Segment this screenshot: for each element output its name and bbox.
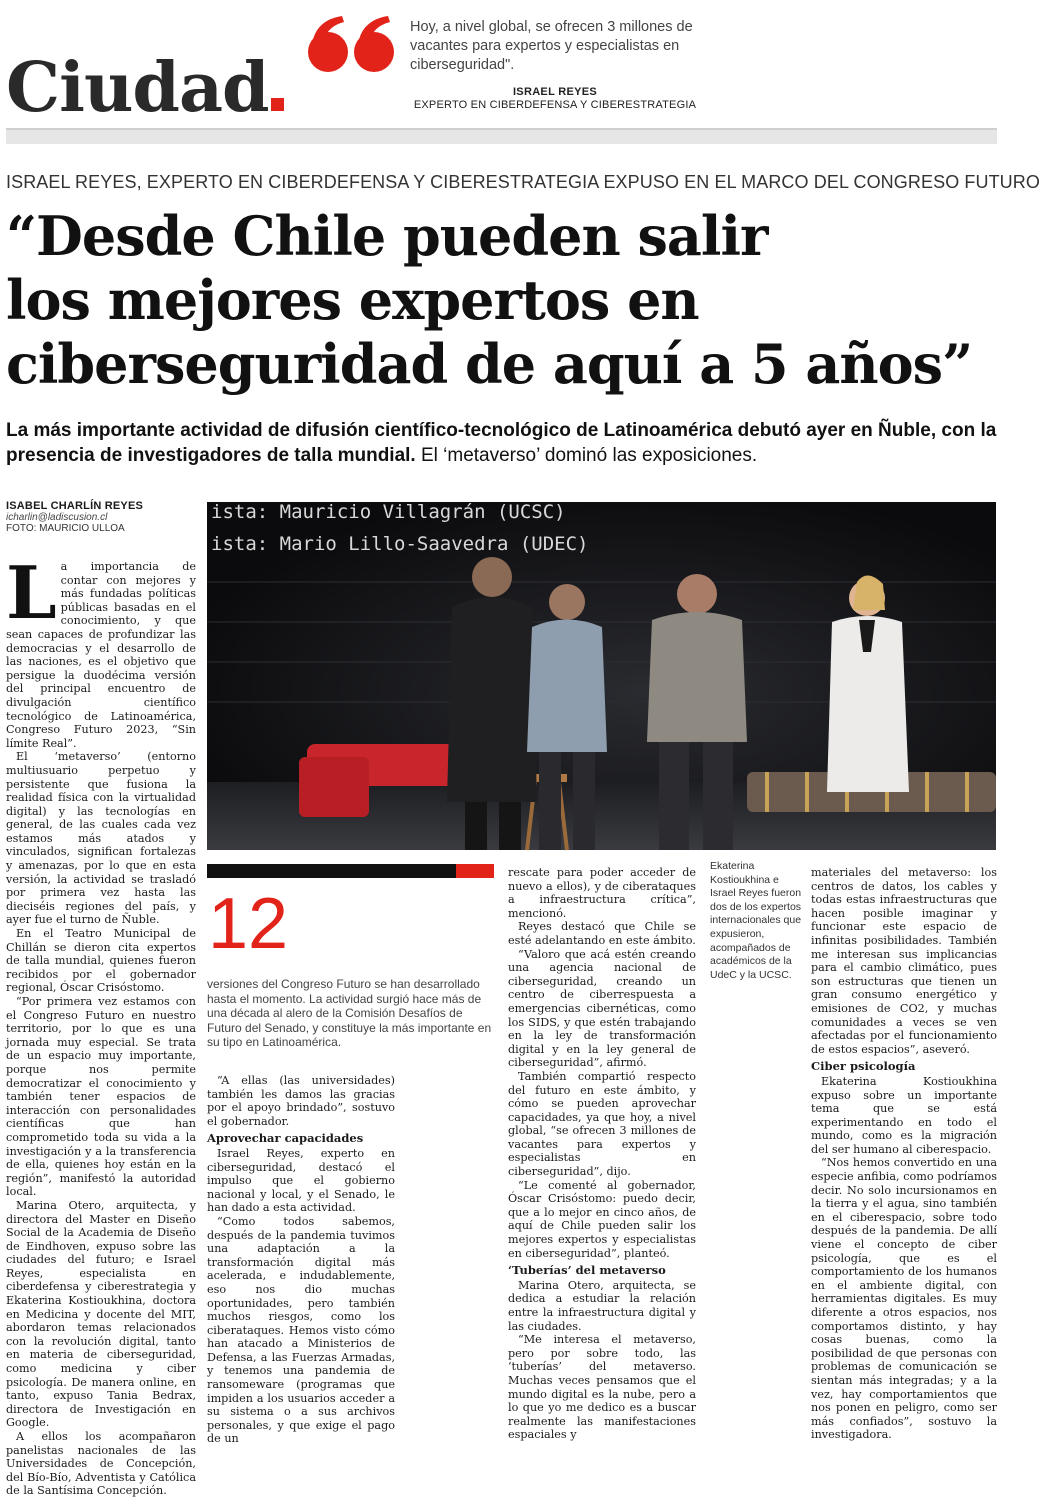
body-column-1 bbox=[6, 550, 196, 1498]
body-paragraph: Marina Otero, arquitecta, se dedica a estudiar la relación entre la infraestructura digital y las ciudades. bbox=[508, 1278, 696, 1333]
photo-screen-line-2: ista: Mario Lillo-Saavedra (UDEC) bbox=[211, 533, 589, 555]
body-paragraph: Reyes destacó que Chile se esté adelantando en este ámbito. bbox=[508, 920, 696, 947]
headline-line: los mejores expertos en bbox=[6, 268, 699, 332]
photo-caption: Ekaterina Kostioukhina e Israel Reyes fueron dos de los expertos internacionales que expusieron, acompañados de académicos de la UdeC y la UCSC. bbox=[710, 860, 802, 981]
body-paragraph: “Me interesa el metaverso, pero por sobre todo, las ‘tuberías’ del metaverso. Muchas veces pensamos que el mundo digital es la nube, pero a lo que yo me dedico es a buscar realmente las manifestaciones espaciales y bbox=[508, 1333, 696, 1442]
body-paragraph: “Por primera vez estamos con el Congreso Futuro en nuestro territorio, por lo que es una jornada muy especial. Se trata de un espacio muy importante, porque nos permite democratizar el conocimiento y también tener espacios de interacción con personalidades científicas que han comprometido toda su vida a la investigación y a la transferencia de ella, quienes hoy están en la región”, manifestó la autoridad local. bbox=[6, 995, 196, 1199]
pull-quote-role: EXPERTO EN CIBERDEFENSA Y CIBERESTRATEGIA bbox=[413, 99, 697, 111]
body-paragraph: “Le comenté al gobernador, Óscar Crisóstomo: puedo decir, que a lo mejor en cinco años, de aquí de Chile pueden salir los mejores expertos y especialistas en ciberseguridad”, planteó. bbox=[508, 1178, 696, 1260]
body-paragraph: “Como todos sabemos, después de la pandemia tuvimos una adaptación a la transformación digital más acelerada, e indudablemente, eso nos dio muchas oportunidades, pero también muchos riesgos, como los ciberataques. Hemos visto cómo han atacado a Ministerios de Defensa, a las Fuerzas Armadas, y tenemos una pandemia de ransomeware (programas que impiden a los usuarios acceder a su sistema o a sus archivos personales, y que exige el pago de un bbox=[207, 1214, 395, 1446]
body-paragraph: rescate para poder acceder de nuevo a ellos), y de ciberataques a infraestructura crítica”, mencionó. bbox=[508, 866, 696, 920]
body-paragraph: El ‘metaverso’ (entorno multiusuario perpetuo y persistente que fusiona la realidad física con la virtualidad digital) y las tecnologías en general, de las cuales cada vez estamos más atados y vinculados, significan fortalezas y amenazas, por lo que en esta versión, la actividad se trasladó por primera vez hasta las dieciséis regiones del país, y ayer fue el turno de Ñuble. bbox=[6, 750, 196, 927]
article-photo bbox=[207, 502, 996, 850]
byline-photo-credit: FOTO: MAURICIO ULLOA bbox=[6, 523, 125, 534]
stat-number: 12 bbox=[208, 884, 289, 964]
body-paragraph: “Valoro que acá estén creando una agencia nacional de ciberseguridad, creando un centro de ciberrespuesta a emergencias cibernéticas, como los SIDS, y que estén trabajando en la ley de transformación digital y en la ley general de ciberseguridad”, afirmó. bbox=[508, 947, 696, 1070]
pull-quote-text: Hoy, a nivel global, se ofrecen 3 millones de vacantes para expertos y especialistas en ciberseguridad". bbox=[410, 19, 693, 73]
stat-bar-accent bbox=[456, 864, 494, 878]
quote-marks-icon bbox=[306, 14, 398, 74]
body-paragraph: A ellos los acompañaron panelistas nacionales de las Universidades de Concepción, del Bío-Bío, Adventista y Católica de la Santísima Concepción. bbox=[6, 1430, 196, 1498]
body-paragraph: a importancia de contar con mejores y más fundadas políticas públicas basadas en el conocimiento, y que sean capaces de profundizar las democracias y el desarrollo de las naciones, es el objetivo que persigue la duodécima versión del principal encuentro de divulgación científico tecnológico de Latinoamérica, Congreso Futuro 2023, “Sin límite Real”. bbox=[6, 560, 196, 750]
article-headline bbox=[6, 204, 996, 396]
section-title bbox=[6, 48, 284, 128]
body-paragraph: Ekaterina Kostioukhina expuso sobre un importante tema que se está experimentando en todo el mundo, como es la migración del ser humano al ciberespacio. bbox=[811, 1074, 997, 1156]
photo-screen-line-1: ista: Mauricio Villagrán (UCSC) bbox=[211, 501, 566, 523]
stat-bar bbox=[207, 864, 494, 878]
subhead: Aprovechar capacidades bbox=[207, 1131, 364, 1146]
headline-line: “Desde Chile pueden salir bbox=[6, 204, 768, 268]
body-paragraph: Israel Reyes, experto en ciberseguridad, destacó el impulso que el gobierno nacional y local, y el Senado, le han dado a esta actividad. bbox=[207, 1146, 395, 1215]
pull-quote-name: ISRAEL REYES bbox=[512, 86, 598, 98]
section-name: Ciudad bbox=[6, 48, 269, 128]
header-rule bbox=[6, 128, 997, 144]
body-paragraph: También compartió respecto del futuro en este ámbito, y cómo se pueden aprovechar capacidades, ya que hoy, a nivel global, “se ofrecen 3 millones de vacantes para expertos y especialistas en ciberseguridad”, dijo. bbox=[508, 1069, 696, 1179]
byline-email: icharlin@ladiscusion.cl bbox=[6, 512, 108, 523]
body-paragraph: “Nos hemos convertido en una especie anfibia, como podríamos decir. No solo incursionamos en la tierra y el agua, sino también en el ciberespacio, sobre todo después de la pandemia. De allí viene el concepto de ciber psicología, que es el comportamiento de los humanos en el ambiente digital, con herramientas digitales. Es muy diferente a otros espacios, nos comportamos distinto, y hay cosas buenas, como la posibilidad de que personas con problemas de comunicación se sientan más integradas; y a la vez, hay comportamientos que nos ponen en peligro, como ser más confiados”, sostuvo la investigadora. bbox=[811, 1156, 997, 1442]
byline-name: ISABEL CHARLÍN REYES bbox=[6, 500, 144, 512]
lead-rest: El ‘metaverso’ dominó las exposiciones. bbox=[415, 445, 758, 466]
body-column-3 bbox=[508, 866, 696, 1442]
subhead: Ciber psicología bbox=[811, 1059, 916, 1074]
headline-line: ciberseguridad de aquí a 5 años” bbox=[6, 332, 973, 396]
body-paragraph: Marina Otero, arquitecta, y directora del Master en Diseño Social de la Academia de Diseño de Eindhoven, expuso sobre las ciudades del futuro; e Israel Reyes, especialista en ciberdefensa y ciberestrategia y Ekaterina Kostioukhina, doctora en Medicina y docente del MIT, abordaron temas relacionados con la revolución digital, tanto en materia de ciberseguridad, como medicina y ciber psicología. De manera online, en tanto, expuso Tania Bedrax, directora de Investigación en Google. bbox=[6, 1198, 196, 1430]
body-paragraph: “A ellas (las universidades) también les damos las gracias por el apoyo brindado”, sostuvo el gobernador. bbox=[207, 1074, 395, 1128]
stat-text: versiones del Congreso Futuro se han desarrollado hasta el momento. La actividad surgió hace más de una década al alero de la Comisión Desafíos de Futuro del Senado, y constituye la más importante en su tipo en Latinoamérica. bbox=[207, 977, 492, 1049]
lead-bold: La más importante actividad de difusión científico-tecnológico de Latinoamérica debutó ayer en Ñuble, con la presencia de investigadores de talla mundial. bbox=[6, 420, 997, 466]
byline bbox=[6, 500, 206, 534]
body-column-2 bbox=[207, 1074, 395, 1446]
body-paragraph: En el Teatro Municipal de Chillán se dieron cita expertos de talla mundial, quienes fueron recibidos por el gobernador regional, Óscar Crisóstomo. bbox=[6, 927, 196, 995]
article-lead bbox=[6, 418, 998, 468]
subhead: ‘Tuberías’ del metaverso bbox=[508, 1263, 666, 1278]
article-kicker: ISRAEL REYES, EXPERTO EN CIBERDEFENSA Y CIBERESTRATEGIA EXPUSO EN EL MARCO DEL CONGRESO FUTURO bbox=[6, 172, 1040, 192]
body-column-4 bbox=[811, 866, 997, 1442]
photo-scene bbox=[207, 502, 996, 850]
body-paragraph: materiales del metaverso: los centros de datos, los cables y todas estas infraestructuras que hacen posible imaginar y funcionar este espacio de infinitas posibilidades. También me interesan sus implicancias para el cambio climático, pues son estructuras que tienen un gran consumo energético y emisiones de CO2, y muchas comunidades a veces se ven afectadas por el funcionamiento de estos espacios”, aseveró. bbox=[811, 866, 997, 1056]
drop-cap: L bbox=[6, 550, 57, 635]
section-dot bbox=[271, 98, 284, 111]
